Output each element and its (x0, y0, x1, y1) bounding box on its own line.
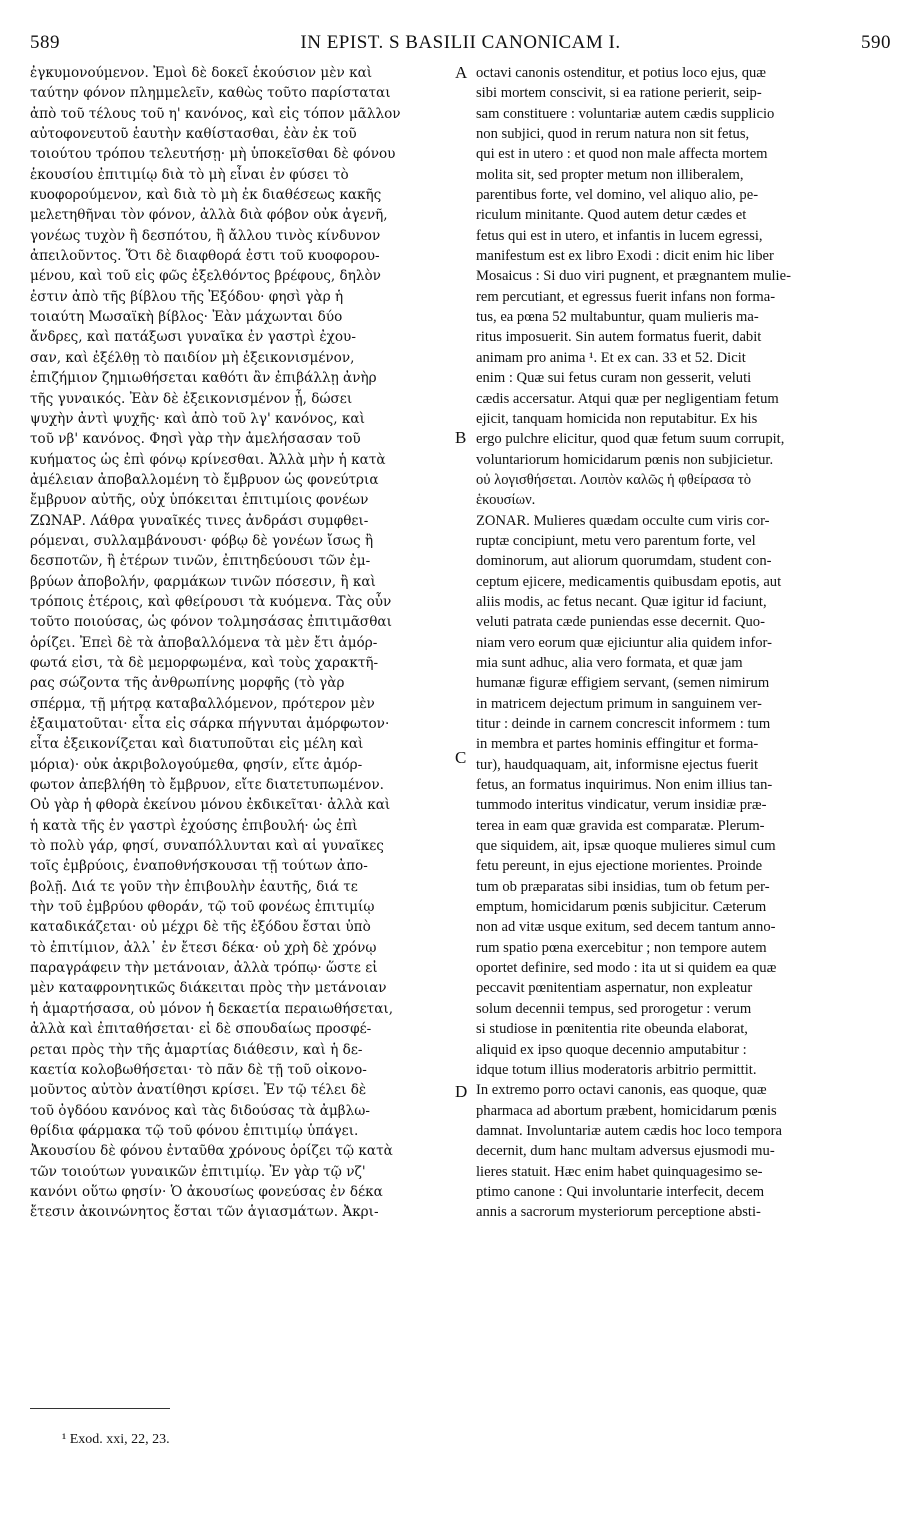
latin-text-line: animam pro anima ¹. Et ex can. 33 et 52. Dicit (476, 349, 746, 366)
latin-text-line: dominorum, aut aliorum quorumdam, student con- (476, 553, 772, 570)
latin-text-line: parentibus forte, vel domino, vel aliquo alio, pe- (476, 187, 759, 204)
greek-text-line: τὸ πολὺ γάρ, φησί, συναπόλλυνται καὶ αἱ γυναῖκες (30, 838, 384, 855)
greek-text-line: σπέρμα, τῇ μήτρᾳ καταβαλλόμενον, πρότερον μὲν (30, 695, 375, 712)
page-number-left: 589 (30, 32, 60, 53)
greek-text-line: τῶν τοιούτων γυναικῶν ἐπιτιμίῳ. Ἐν γὰρ τῷ νζ' (30, 1163, 366, 1180)
section-marker-c: C (455, 748, 467, 767)
greek-text-line: εἶτα ἐξεικονίζεται καὶ διατυποῦται εἰς μέλη καὶ (30, 736, 364, 753)
latin-text-line: tummodo interitus vindicatur, verum insidiæ præ- (476, 797, 767, 814)
greek-text-line: τοιαύτη Μωσαϊκὴ βίβλος· Ἐὰν μάχωνται δύο (30, 309, 343, 326)
greek-text-line: μελετηθῆναι τὸν φόνον, ἀλλὰ διὰ φόβον οὐκ ἀγενῆ, (30, 207, 388, 224)
greek-text-line: ὁρίζει. Ἐπεὶ δὲ τὰ ἀποβαλλόμενα τὰ μὲν ἔτι ἀμόρ- (30, 634, 378, 651)
greek-text-line: ΖΩΝΑΡ. Λάθρα γυναῖκές τινες ἀνδράσι συμφθει- (30, 512, 369, 529)
greek-text-line: μὲν καταφρονητικῶς διάκειται πρὸς τὴν μετάνοιαν (30, 980, 387, 997)
greek-text-line: κυήματος ὡς ἐπὶ φόνῳ κρίνεσθαι. Ἀλλὰ μὴν ἡ κατὰ (30, 451, 386, 468)
greek-text-line: τὴν τοῦ ἐμβρύου φθοράν, τῷ τοῦ φονέως ἐπιτιμίῳ (30, 899, 375, 916)
greek-text-line: ἀπὸ τοῦ τέλους τοῦ η' κανόνος, καὶ εἰς τόπον μᾶλλον (30, 105, 401, 122)
latin-text-line: si studiose in pœnitentia rite obeunda elaborat, (476, 1021, 748, 1038)
latin-text-line: aliquid ex ipso quoque decennio amputabitur : (476, 1041, 747, 1058)
latin-text-line: in membra et partes hominis effingitur et forma- (476, 736, 759, 753)
greek-column (30, 63, 454, 1223)
greek-text-line: δεσποτῶν, ἢ ἑτέρων τινῶν, ἐπιτηδεύουσι τῶν ἐμ- (30, 553, 371, 570)
latin-text-line: ejicit, tanquam homicida non reputabitur. Ex his (476, 410, 758, 427)
greek-text-line: γονέως τυχὸν ἢ δεσπότου, ἢ ἄλλου τινὸς κίνδυνον (30, 227, 381, 244)
greek-text-line: ἐστιν ἀπὸ τῆς βίβλου τῆς Ἐξόδου· φησὶ γὰρ ἡ (30, 288, 344, 305)
latin-text-line: que siquidem, ait, ipsæ quoque mulieres simul cum (476, 838, 776, 855)
latin-text-line: rem percutiant, et egressus fuerit infans non forma- (476, 288, 776, 305)
latin-text-line: manifestum est ex libro Exodi : dicit enim hic liber (476, 248, 774, 265)
greek-text-line: μένου, καὶ τοῦ εἰς φῶς ἐξελθόντος βρέφους, δηλὸν (30, 268, 381, 285)
latin-text-line: tus, ea pœna 52 multabuntur, quam mulieris ma- (476, 309, 759, 326)
latin-text-line: octavi canonis ostenditur, et potius loco ejus, quæ (476, 65, 767, 81)
greek-text-line: μοῦντος αὐτὸν ἀνατίθησι κρίσει. Ἐν τῷ τέλει δὲ (30, 1082, 367, 1099)
latin-text-line: enim : Quæ sui fetus curam non gesserit, veluti (476, 370, 752, 387)
greek-text-line: τοῖς ἐμβρύοις, ἐναποθνήσκουσαι τῇ τούτων ἀπο- (30, 858, 368, 875)
latin-text-line: fetu pereunt, in ejus ejectione morientes. Proinde (476, 858, 763, 875)
latin-column (476, 63, 894, 1223)
greek-text-line: φωτον ἀπεβλήθη τὸ ἔμβρυον, εἴτε διατετυπωμένον. (30, 777, 384, 794)
latin-text-line: decernit, dum hanc multam adversus ejusmodi mu- (476, 1143, 775, 1160)
greek-text-line: Οὐ γὰρ ἡ φθορὰ ἐκείνου μόνου ἐκδικεῖται· ἀλλὰ καὶ (30, 797, 391, 814)
greek-text-line: ἑκουσίου ἐπιτιμίῳ διὰ τὸ μὴ εἶναι ἐν φύσει τὸ (30, 166, 349, 183)
latin-text-line: ceptum ejicere, medicamentis quibusdam epotis, aut (476, 573, 782, 590)
latin-text-line: peccavit pœnitentiam aspernatur, non expleatur (476, 980, 753, 997)
latin-text-line: humanæ figuræ effigiem servant, (semen nimirum (476, 675, 770, 692)
latin-text-line: ritus imposuerit. Sin autem formatus fuerit, dabit (476, 329, 762, 346)
greek-text-line: ἐξαιματοῦται· εἶτα εἰς σάρκα πήγνυται ἀμόρφωτον· (30, 716, 390, 732)
latin-text-line: ZONAR. Mulieres quædam occulte cum viris cor- (476, 512, 770, 529)
greek-text-line: μόρια)· οὐκ ἀκριβολογούμεθα, φησίν, εἴτε ἀμόρ- (30, 756, 363, 773)
latin-text-line: emptum, homicidarum pœnis subjicitur. Cæterum (476, 899, 767, 916)
greek-text-line: ἔτεσιν ἀκοινώνητος ἔσται τῶν ἁγιασμάτων. Ἀκρι- (30, 1204, 379, 1221)
latin-text-line: ἑκουσίων. (476, 492, 536, 509)
latin-text-line: Mosaicus : Si duo viri pugnent, et prægnantem mulie- (476, 268, 791, 285)
greek-text-line: τρόποις ἑτέροις, καὶ φθείρουσι τὰ κυόμενα. Τὰς οὖν (30, 593, 392, 610)
running-title: IN EPIST. S BASILII CANONICAM I. (300, 32, 621, 53)
greek-text-line: ἡ κατὰ τῆς ἐν γαστρὶ ἐχούσης ἐπιβουλή· ὡς ἐπὶ (30, 817, 358, 834)
greek-text-line: κυοφορούμενον, καὶ διὰ τὸ μὴ ἐκ διαθέσεως κακῆς (30, 187, 382, 204)
greek-text-line: βολῇ. Διά τε γοῦν τὴν ἐπιβουλὴν ἑαυτῆς, διά τε (30, 878, 358, 895)
latin-text-line: niam vero eorum quæ ejiciuntur alia quidem infor- (476, 634, 772, 651)
greek-text-line: ρεται πρὸς τὴν τῆς ἁμαρτίας διάθεσιν, καὶ ἡ δε- (30, 1041, 363, 1058)
greek-text-line: ρας σώζοντα τῆς ἀνθρωπίνης μορφῆς (τὸ γὰρ (30, 675, 345, 692)
footnote-rule (30, 1408, 170, 1409)
page-number-right: 590 (861, 32, 891, 53)
greek-text-line: τοῦ νβ' κανόνος. Φησὶ γὰρ τὴν ἀμελήσασαν τοῦ (30, 431, 361, 448)
greek-text-line: ρόμεναι, συλλαμβάνουσι· φόβῳ δὲ γονέων ἴσως ἢ (30, 532, 374, 549)
latin-text-line: fetus, an formatus inquirimus. Non enim illius tan- (476, 777, 773, 794)
greek-text-line: τοῦ ὀγδόου κανόνος καὶ τὰς διδούσας τὰ ἀμβλω- (30, 1102, 370, 1119)
latin-text-line: in matricem dejectum primum in sanguinem ver- (476, 695, 762, 712)
latin-text-line: titur : deinde in carnem concrescit informem : tum (476, 716, 771, 732)
greek-text-line: σαν, καὶ ἐξέλθῃ τὸ παιδίον μὴ ἐξεικονισμένον, (30, 349, 355, 366)
greek-text-line: φωτά εἰσι, τὰ δὲ μεμορφωμένα, καὶ τοὺς χαρακτῆ- (30, 654, 379, 671)
greek-text-line: ἀμέλειαν ἀποβαλλομένη τὸ ἔμβρυον ὡς φονεύτρια (30, 471, 379, 488)
greek-text-line: τῆς γυναικός. Ἐὰν δὲ ἐξεικονισμένον ᾖ, δώσει (30, 390, 353, 407)
greek-text-line: ἐπιζήμιον ζημιωθήσεται καθότι ἂν ἐπιβάλλῃ ἀνὴρ (30, 370, 377, 387)
greek-text-line: ἄνδρες, καὶ πατάξωσι γυναῖκα ἐν γαστρὶ ἐχου- (30, 329, 356, 346)
greek-text-line: θρίδια φάρμακα τῷ τοῦ φόνου ἐπιτιμίῳ ὑπάγει. (30, 1122, 359, 1139)
latin-text-line: ruptæ concipiunt, metu vero parentum forte, vel (476, 532, 756, 549)
greek-text-line: καταδικάζεται· οὐ μέχρι δὲ τῆς ἐξόδου ἔσται ὑπὸ (30, 919, 371, 936)
latin-text-line: mia sunt adhuc, alia vero formata, et quæ jam (476, 654, 743, 671)
greek-text-line: ταύτην φόνον πλημμελεῖν, καθὼς τοῦτο παρίσταται (30, 85, 391, 102)
greek-text-line: ἡ ἁμαρτήσασα, οὐ μόνον ἡ δεκαετία περαιωθήσεται, (30, 1000, 394, 1017)
latin-text-line: ergo pulchre elicitur, quod quæ fetum suum corrupit, (476, 431, 785, 448)
latin-text-line: rum spatio pœna exercebitur ; non tempore autem (476, 939, 767, 956)
greek-text-line: ἀλλὰ καὶ ἐπιταθήσεται· εἰ δὲ σπουδαίως προσφέ- (30, 1021, 372, 1038)
latin-text-line: voluntariorum homicidarum pœnis non subjicietur. (476, 451, 774, 468)
latin-text-line: riculum minitante. Quod autem detur cædes et (476, 207, 747, 224)
latin-text-line: lieres statuit. Hæc enim habet quinquagesimo se- (476, 1163, 763, 1180)
greek-text-line: τὸ ἐπιτίμιον, ἀλλ᾽ ἐν ἔτεσι δέκα· οὐ χρὴ δὲ χρόνῳ (30, 939, 377, 956)
greek-text-line: βρύων ἀποβολήν, φαρμάκων τινῶν πόσεσιν, ἢ καὶ (30, 573, 376, 590)
latin-text-line: sibi mortem conscivit, si ea ratione perierit, seip- (476, 85, 762, 102)
greek-text-line: παραγράφειν τὴν μετάνοιαν, ἀλλὰ τρόπῳ· ὥστε εἰ (30, 960, 378, 977)
section-marker-b: B (455, 428, 467, 447)
latin-text-line: damnat. Involuntariæ autem cædis hoc loco tempora (476, 1122, 782, 1139)
latin-text-line: fetus qui est in utero, et infantis in lucem egressi, (476, 227, 763, 244)
latin-text-line: sam constituere : voluntariæ autem cædis supplicio (476, 105, 775, 122)
latin-text-line: cædis accersatur. Atqui quæ per negligentiam fetum (476, 390, 779, 407)
section-marker-a: A (455, 63, 468, 82)
latin-text-line: tur), haudquaquam, ait, informisne ejectus fuerit (476, 756, 759, 773)
greek-text-line: τοιούτου τρόπου τελευτήσῃ· μὴ ὑποκεῖσθαι δὲ φόνου (30, 146, 396, 163)
greek-text-line: ἔμβρυον αὐτῆς, οὐχ ὑπόκειται ἐπιτιμίοις φονέων (30, 492, 369, 509)
page-header (30, 32, 891, 60)
footnote: ¹ Exod. xxi, 22, 23. (62, 1432, 170, 1447)
section-marker-d: D (455, 1082, 468, 1101)
latin-text-line: tum ob præparatas sibi insidias, tum ob fetum per- (476, 878, 770, 895)
greek-text-line: Ἀκουσίου δὲ φόνου ἐνταῦθα χρόνους ὁρίζει τῷ κατὰ (30, 1143, 393, 1160)
greek-text-line: καετία κολοβωθήσεται· τὸ πᾶν δὲ τῇ τοῦ οἰκονο- (30, 1061, 367, 1078)
greek-text-line: τοῦτο ποιούσας, ὡς φόνον τολμησάσας ἐπιτιμᾶσθαι (30, 614, 392, 631)
latin-text-line: veluti patrata cæde puniendas esse decernit. Quo- (476, 614, 765, 631)
greek-text-line: κανόνι οὕτω φησίν· Ὁ ἀκουσίως φονεύσας ἐν δέκα (30, 1183, 383, 1200)
latin-text-line: solum decennii tempus, sed prorogetur : verum (476, 1000, 752, 1017)
latin-text-line: οὐ λογισθήσεται. Λοιπὸν καλῶς ἡ φθείρασα τὸ (476, 471, 752, 488)
latin-text-line: non ad vitæ usque exitum, sed decem tantum anno- (476, 919, 776, 936)
greek-text-line: ἀπειλοῦντος. Ὅτι δὲ διαφθορά ἐστι τοῦ κυοφορου- (30, 248, 380, 265)
greek-text-line: ψυχὴν ἀντὶ ψυχῆς· καὶ ἀπὸ τοῦ λγ' κανόνος, καὶ (30, 410, 365, 427)
latin-text-line: In extremo porro octavi canonis, eas quoque, quæ (476, 1082, 767, 1099)
latin-text-line: terea in eam quæ gravida est comparatæ. Plerum- (476, 817, 765, 834)
latin-text-line: oportet definire, sed modo : ita ut si quidem ea quæ (476, 960, 777, 977)
latin-text-line: ptimo canone : Qui involuntarie interfecit, decem (476, 1183, 765, 1200)
greek-text-line: ἐγκυμονούμενον. Ἐμοὶ δὲ δοκεῖ ἑκούσιον μὲν καὶ (30, 65, 373, 81)
latin-text-line: aliis modis, ac fetus necant. Quæ igitur id faciunt, (476, 593, 767, 610)
latin-text-line: pharmaca ad abortum præbent, homicidarum pœnis (476, 1102, 777, 1119)
latin-text-line: qui est in utero : et quod non male affecta mortem (476, 146, 768, 163)
latin-text-line: non subjici, quod in rerum natura non sit fetus, (476, 126, 750, 143)
greek-text-line: αὐτοφονευτοῦ ἑαυτὴν καθίστασθαι, ἐὰν ἐκ τοῦ (30, 126, 357, 143)
latin-text-line: idque totum illius moderatoris arbitrio permittit. (476, 1061, 757, 1078)
latin-text-line: molita sit, sed propter metum non illiberalem, (476, 166, 744, 183)
latin-text-line: annis a sacrorum mysteriorum perceptione absti- (476, 1204, 761, 1221)
